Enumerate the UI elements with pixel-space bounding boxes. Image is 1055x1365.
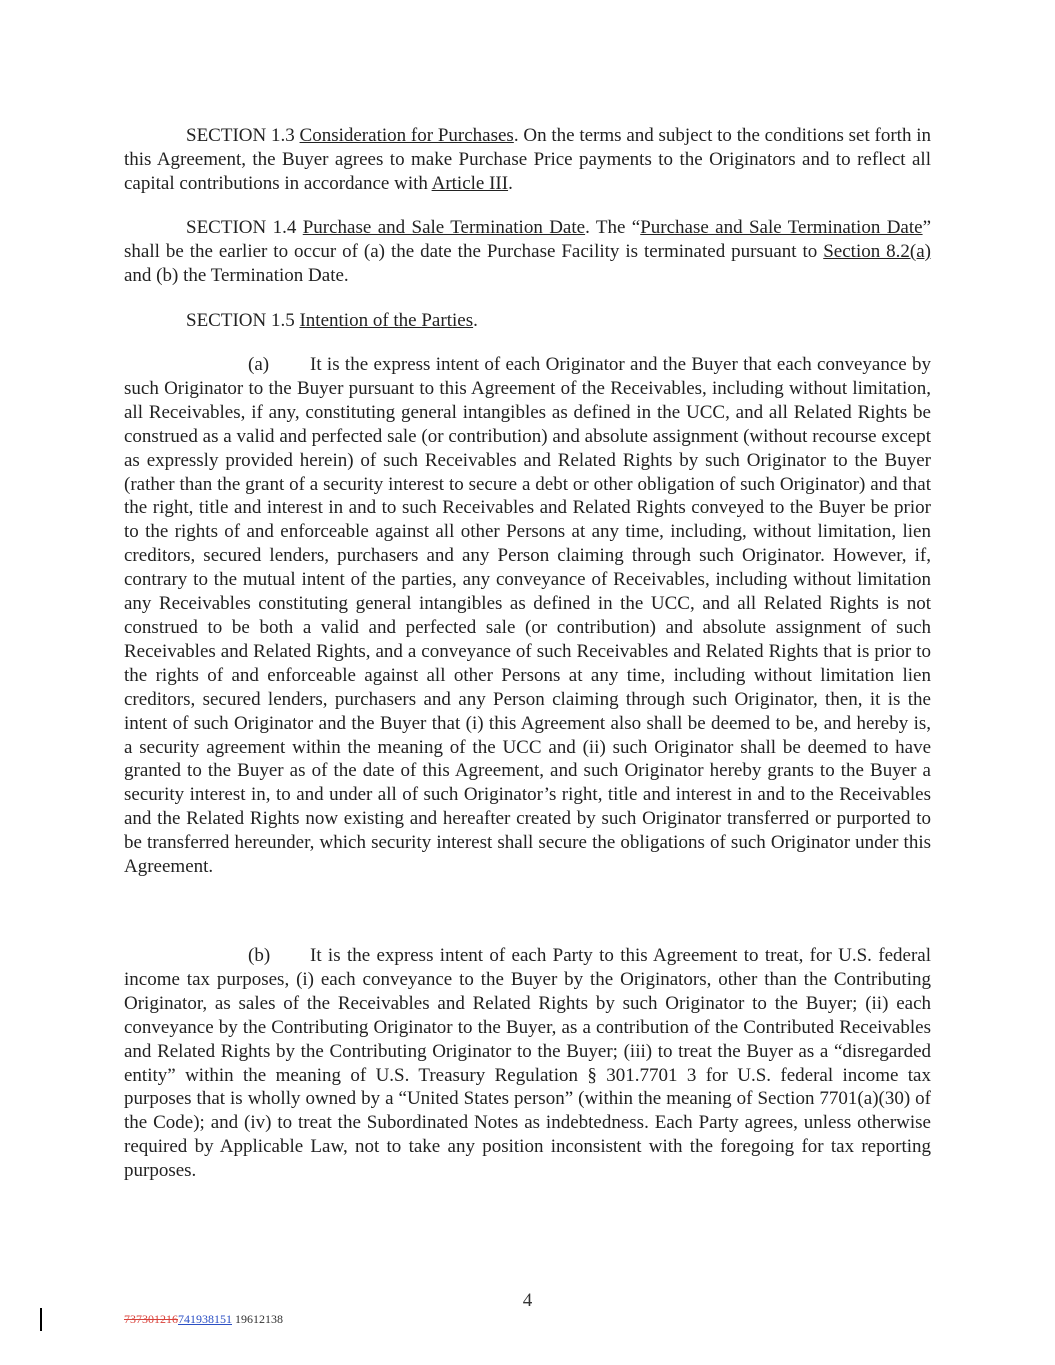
clause-text: It is the express intent of each Originator and the Buyer that each conveyance by such Originator to the Buyer pursuant to this Agreement of the Receivables, including without limitation, all Receivables, if any, constituting general intangibles as defined in the UCC, and all Related Rights be construed as a valid and perfected sale (or contribution) and absolute assignment (without recourse except as expressly provided herein) of such Receivables and Related Rights by such Originator to the Buyer (rather than the grant of a security interest to secure a debt or other obligation of such Originator) and that the right, title and interest in and to such Receivables and Related Rights conveyed to the Buyer be prior to the rights of and enforceable against all other Persons at any time, including, without limitation, lien creditors, secured lenders, purchasers and any Person claiming through such Originator. However, if, contrary to the mutual intent of the parties, any conveyance of Receivables, including without limitation any Receivables constituting general intangibles as defined in the UCC, and all Related Rights is not construed to be both a valid and perfected sale (or contribution) and absolute assignment of such Receivables and Related Rights, and a conveyance of such Receivables and Related Rights that is prior to the rights of and enforceable against all other Persons at any time, including without limitation lien creditors, secured lenders, purchasers and any Person claiming through such Originator, then, it is the intent of such Originator and the Buyer that (i) this Agreement also shall be deemed to be, and hereby is, a security agreement within the meaning of the UCC and (ii) such Originator shall be deemed to have granted to the Buyer as of the date of this Agreement, and such Originator hereby grants to the Buyer a security interest in, to and under all of such Originator’s right, title and interest in and to the Receivables and the Related Rights now existing and hereafter created by such Originator transferred or purported to be transferred hereunder, which security interest shall secure the obligations of such Originator under this Agreement.: [124, 354, 931, 878]
section-1-3: [124, 124, 931, 196]
cross-reference: Section 8.2(a): [823, 240, 932, 262]
document-footer: [124, 1312, 283, 1327]
section-body: . On the terms and subject to the conditions set forth in this Agreement, the Buyer agrees to make Purchase Price payments to the Originators and to reflect all capital contributions in accordance with: [124, 125, 931, 194]
section-heading: Consideration for Purchases: [299, 125, 514, 146]
section-1-3-paragraph: SECTION 1.3 Consideration for Purchases. On the terms and subject to the conditions set forth in this Agreement, the Buyer agrees to make Purchase Price payments to the Originators and to reflect all capital contributions in accordance with Article III.: [124, 125, 931, 194]
section-heading: Intention of the Parties: [299, 310, 474, 331]
clause-label: (b): [248, 945, 271, 966]
document-id: 19612138: [232, 1312, 283, 1326]
defined-term: Purchase and Sale Termination Date: [640, 217, 923, 238]
clause-text: It is the express intent of each Party to this Agreement to treat, for U.S. federal income tax purposes, (i) each conveyance to the Buyer by the Originators, other than the Contributing Originator, as sales of the Receivables and Related Rights by such Originator to the Buyer; (ii) each conveyance by the Contributing Originator to the Buyer, as a contribution of the Contributed Receivables and Related Rights by the Contributing Originator to the Buyer; (iii) to treat the Buyer as a “disregarded entity” within the meaning of U.S. Treasury Regulation § 301.7701 3 for U.S. federal income tax purposes that is wholly owned by a “United States person” (within the meaning of Section 7701(a)(30) of the Code); and (iv) to treat the Subordinated Notes as indebtedness. Each Party agrees, unless otherwise required by Applicable Law, not to take any position inconsistent with the foregoing for tax reporting purposes.: [124, 945, 931, 1182]
revision-change-bar: [40, 1308, 42, 1331]
section-number: SECTION 1.3: [186, 125, 300, 146]
section-number: SECTION 1.4: [186, 217, 303, 238]
section-1-5-heading: SECTION 1.5 Intention of the Parties.: [186, 310, 478, 331]
inserted-document-id: 741938151: [178, 1312, 232, 1326]
cross-reference: Article III: [431, 172, 509, 194]
section-1-4-paragraph: SECTION 1.4 Purchase and Sale Termination Date. The “Purchase and Sale Termination Date” shall be the earlier to occur of (a) the date the Purchase Facility is terminated pursuant to Section 8.2(a) and (b) the Termination Date.: [124, 217, 932, 286]
deleted-document-id: 737301216: [124, 1312, 178, 1326]
section-1-5-a: [124, 353, 931, 879]
section-1-5-b: [124, 944, 931, 1183]
section-number: SECTION 1.5: [186, 310, 300, 331]
page-number: 4: [522, 1290, 533, 1311]
section-heading: Purchase and Sale Termination Date: [302, 217, 586, 238]
clause-label: (a): [248, 354, 270, 375]
section-1-4: [124, 216, 931, 288]
